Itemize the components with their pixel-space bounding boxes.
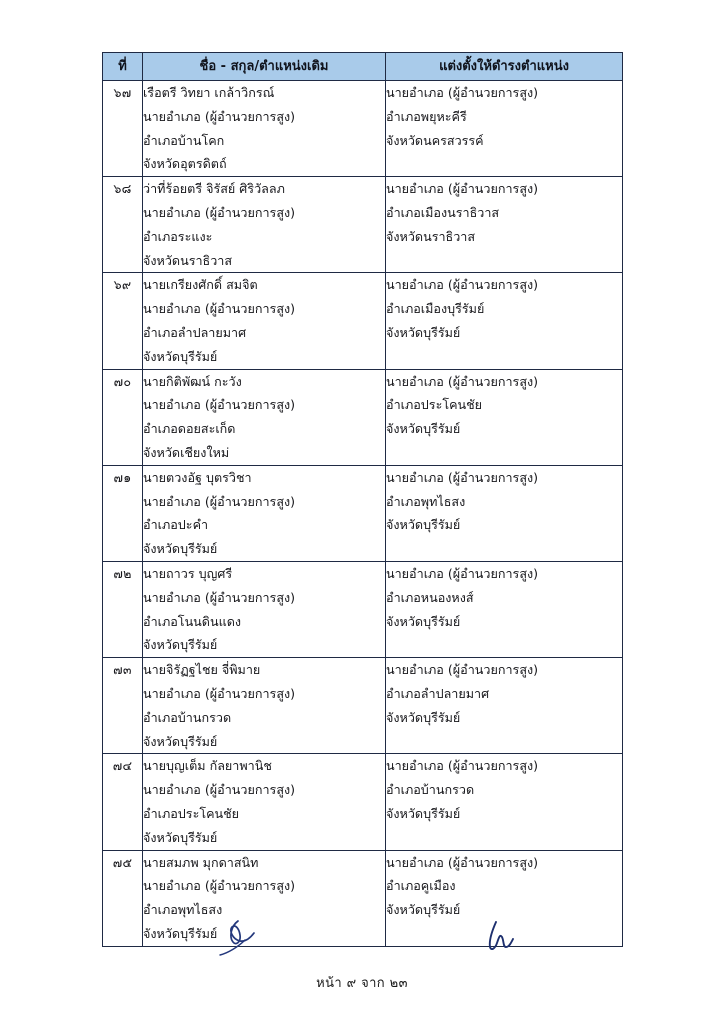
appointment-line: นายอำเภอ (ผู้อำนวยการสูง) <box>386 277 539 293</box>
table-row <box>103 369 623 465</box>
appointment-line: อำเภอคูเมือง <box>386 878 456 894</box>
name-line: นายอำเภอ (ผู้อำนวยการสูง) <box>143 878 296 894</box>
appointment-line: อำเภอลำปลายมาศ <box>386 685 490 701</box>
name-line: นายอำเภอ (ผู้อำนวยการสูง) <box>143 108 296 124</box>
name-line: อำเภอบ้านกรวด <box>143 709 232 725</box>
cell-appointment <box>386 81 623 177</box>
name-line: นายอำเภอ (ผู้อำนวยการสูง) <box>143 685 296 701</box>
cell-name-position <box>143 850 386 946</box>
spacer-line <box>386 730 622 754</box>
cell-appointment <box>386 369 623 465</box>
spacer-line <box>386 633 622 657</box>
table-row <box>103 81 623 177</box>
appointment-line: นายอำเภอ (ผู้อำนวยการสูง) <box>386 469 539 485</box>
name-line: จังหวัดบุรีรัมย์ <box>143 925 218 941</box>
column-header-appointment: แต่งตั้งให้ดำรงตำแหน่ง <box>386 53 623 81</box>
table-row <box>103 177 623 273</box>
name-line: นายบุญเต็ม กัลยาพานิช <box>143 758 272 774</box>
name-line: นายสมภพ มุกดาสนิท <box>143 854 259 870</box>
appointment-line: นายอำเภอ (ผู้อำนวยการสูง) <box>386 565 539 581</box>
appointment-line: อำเภอเมืองนราธิวาส <box>386 204 500 220</box>
row-number: ๗๒ <box>103 561 143 657</box>
name-line: นายอำเภอ (ผู้อำนวยการสูง) <box>143 589 296 605</box>
cell-name-position <box>143 177 386 273</box>
name-line: จังหวัดบุรีรัมย์ <box>143 637 218 653</box>
name-line: นายจิรัฏฐไชย จี่พิมาย <box>143 662 261 678</box>
spacer-line <box>386 826 622 850</box>
table-row <box>103 850 623 946</box>
page-footer <box>0 972 724 993</box>
spacer-line <box>386 537 622 561</box>
name-line: นายอำเภอ (ผู้อำนวยการสูง) <box>143 493 296 509</box>
appointment-line: จังหวัดนครสวรรค์ <box>386 132 484 148</box>
row-number: ๗๑ <box>103 465 143 561</box>
appointment-line: จังหวัดบุรีรัมย์ <box>386 613 461 629</box>
cell-name-position <box>143 465 386 561</box>
appointment-line: นายอำเภอ (ผู้อำนวยการสูง) <box>386 758 539 774</box>
row-number: ๖๙ <box>103 273 143 369</box>
name-line: จังหวัดบุรีรัมย์ <box>143 348 218 364</box>
appointment-line: อำเภอหนองหงส์ <box>386 589 474 605</box>
name-line: จังหวัดบุรีรัมย์ <box>143 829 218 845</box>
appointment-line: จังหวัดบุรีรัมย์ <box>386 517 461 533</box>
spacer-line <box>386 345 622 369</box>
name-line: อำเภอโนนดินแดง <box>143 613 242 629</box>
table-row <box>103 465 623 561</box>
name-line: เรือตรี วิทยา เกล้าวิกรณ์ <box>143 85 275 100</box>
name-line: จังหวัดบุรีรัมย์ <box>143 733 218 749</box>
appointment-line: จังหวัดบุรีรัมย์ <box>386 902 461 918</box>
appointment-line: นายอำเภอ (ผู้อำนวยการสูง) <box>386 854 539 870</box>
name-line: นายอำเภอ (ผู้อำนวยการสูง) <box>143 397 296 413</box>
page-number-text: หน้า ๙ จาก ๒๓ <box>316 976 408 991</box>
appointment-line: อำเภอบ้านกรวด <box>386 782 475 798</box>
row-number: ๖๘ <box>103 177 143 273</box>
table-row <box>103 561 623 657</box>
cell-name-position <box>143 754 386 850</box>
cell-name-position <box>143 561 386 657</box>
appointment-line: นายอำเภอ (ผู้อำนวยการสูง) <box>386 181 539 197</box>
cell-name-position <box>143 81 386 177</box>
row-number: ๗๕ <box>103 850 143 946</box>
cell-appointment <box>386 561 623 657</box>
cell-appointment <box>386 273 623 369</box>
appointment-line: จังหวัดบุรีรัมย์ <box>386 324 461 340</box>
appointment-table <box>102 52 623 947</box>
column-header-name-position: ชื่อ - สกุล/ตำแหน่งเดิม <box>143 53 386 81</box>
appointment-line: จังหวัดบุรีรัมย์ <box>386 421 461 437</box>
cell-name-position <box>143 658 386 754</box>
appointment-line: นายอำเภอ (ผู้อำนวยการสูง) <box>386 373 539 389</box>
name-line: นายอำเภอ (ผู้อำนวยการสูง) <box>143 782 296 798</box>
cell-name-position <box>143 369 386 465</box>
appointment-line: จังหวัดนราธิวาส <box>386 228 476 244</box>
name-line: อำเภอพุทไธสง <box>143 902 223 918</box>
name-line: อำเภอปะคำ <box>143 517 209 533</box>
name-line: อำเภอลำปลายมาศ <box>143 324 247 340</box>
table-header <box>103 53 623 81</box>
cell-name-position <box>143 273 386 369</box>
appointment-line: นายอำเภอ (ผู้อำนวยการสูง) <box>386 662 539 678</box>
appointment-line: จังหวัดบุรีรัมย์ <box>386 709 461 725</box>
row-number: ๖๗ <box>103 81 143 177</box>
name-line: จังหวัดนราธิวาส <box>143 252 233 268</box>
spacer-line <box>386 922 622 946</box>
cell-appointment <box>386 465 623 561</box>
row-number: ๗๓ <box>103 658 143 754</box>
cell-appointment <box>386 850 623 946</box>
table-row <box>103 754 623 850</box>
name-line: นายอำเภอ (ผู้อำนวยการสูง) <box>143 204 296 220</box>
spacer-line <box>386 249 622 273</box>
spacer-line <box>386 441 622 465</box>
appointment-line: อำเภอพยุหะคีรี <box>386 108 467 124</box>
name-line: อำเภอดอยสะเก็ด <box>143 421 236 437</box>
cell-appointment <box>386 177 623 273</box>
cell-appointment <box>386 658 623 754</box>
name-line: นายตวงอัฐ บุตรวิชา <box>143 469 252 485</box>
name-line: อำเภอประโคนชัย <box>143 805 240 821</box>
table-header-row <box>103 53 623 81</box>
table-row <box>103 658 623 754</box>
appointment-line: อำเภอพุทไธสง <box>386 493 466 509</box>
appointment-line: อำเภอประโคนชัย <box>386 397 483 413</box>
row-number: ๗๔ <box>103 754 143 850</box>
name-line: จังหวัดเชียงใหม่ <box>143 444 230 460</box>
column-header-no: ที่ <box>103 53 143 81</box>
name-line: นายอำเภอ (ผู้อำนวยการสูง) <box>143 301 296 317</box>
name-line: อำเภอระแงะ <box>143 228 213 244</box>
appointment-line: อำเภอเมืองบุรีรัมย์ <box>386 301 485 317</box>
appointment-line: จังหวัดบุรีรัมย์ <box>386 805 461 821</box>
spacer-line <box>386 152 622 176</box>
name-line: จังหวัดบุรีรัมย์ <box>143 541 218 557</box>
name-line: จังหวัดอุตรดิตถ์ <box>143 156 227 172</box>
name-line: นายเกรียงศักดิ์ สมจิต <box>143 277 258 293</box>
name-line: ว่าที่ร้อยตรี จิรัสย์ ศิริวัลลภ <box>143 181 285 197</box>
row-number: ๗๐ <box>103 369 143 465</box>
name-line: นายกิติพัฒน์ กะวัง <box>143 373 242 389</box>
name-line: อำเภอบ้านโคก <box>143 132 225 148</box>
name-line: นายถาวร บุญศรี <box>143 565 233 581</box>
table-body <box>103 81 623 947</box>
appointment-line: นายอำเภอ (ผู้อำนวยการสูง) <box>386 85 539 100</box>
table-row <box>103 273 623 369</box>
cell-appointment <box>386 754 623 850</box>
